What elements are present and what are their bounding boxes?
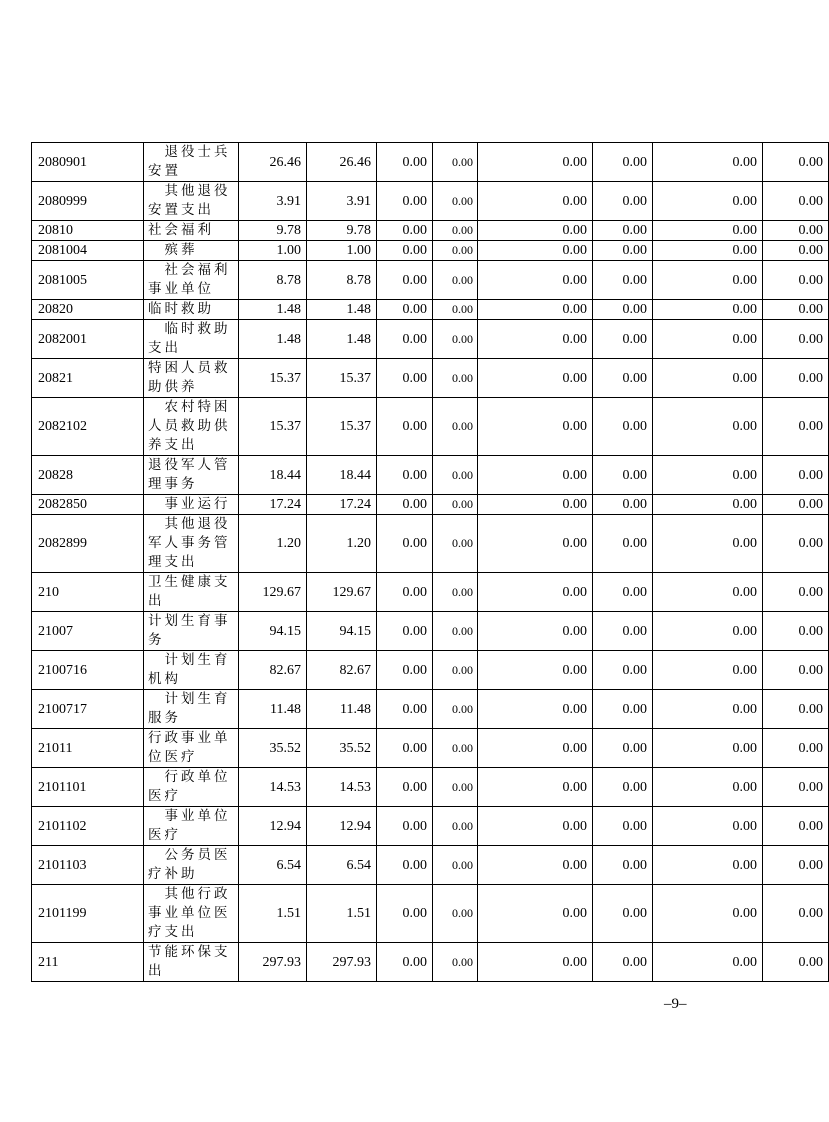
- row-value: 1.48: [239, 320, 307, 359]
- row-value: 15.37: [239, 398, 307, 456]
- row-value: 0.00: [377, 143, 433, 182]
- row-value: 0.00: [763, 359, 829, 398]
- row-value: 0.00: [478, 690, 593, 729]
- row-value: 18.44: [307, 456, 377, 495]
- row-value: 14.53: [307, 768, 377, 807]
- row-value: 0.00: [763, 690, 829, 729]
- row-value: 0.00: [433, 651, 478, 690]
- row-value: 0.00: [763, 182, 829, 221]
- row-value: 0.00: [377, 182, 433, 221]
- row-name: 计划生育机构: [144, 651, 239, 690]
- table-row: [32, 846, 829, 885]
- row-value: 0.00: [593, 241, 653, 261]
- row-value: 0.00: [593, 359, 653, 398]
- row-code: 2101101: [32, 768, 144, 807]
- table-row: [32, 515, 829, 573]
- table-row: [32, 495, 829, 515]
- row-value: 1.48: [307, 320, 377, 359]
- table-row: [32, 573, 829, 612]
- row-value: 0.00: [653, 221, 763, 241]
- row-name: 社会福利: [144, 221, 239, 241]
- row-value: 0.00: [433, 943, 478, 982]
- row-value: 0.00: [593, 612, 653, 651]
- row-value: 0.00: [478, 846, 593, 885]
- row-value: 0.00: [377, 846, 433, 885]
- row-value: 0.00: [763, 221, 829, 241]
- row-value: 0.00: [763, 573, 829, 612]
- row-value: 1.51: [307, 885, 377, 943]
- row-value: 14.53: [239, 768, 307, 807]
- row-code: 2082899: [32, 515, 144, 573]
- row-value: 0.00: [593, 729, 653, 768]
- row-code: 2082102: [32, 398, 144, 456]
- row-value: 1.00: [307, 241, 377, 261]
- row-value: 0.00: [763, 261, 829, 300]
- row-value: 0.00: [653, 143, 763, 182]
- row-code: 2081004: [32, 241, 144, 261]
- row-value: 0.00: [593, 398, 653, 456]
- table-row: [32, 398, 829, 456]
- row-value: 0.00: [478, 456, 593, 495]
- row-value: 0.00: [593, 182, 653, 221]
- row-code: 2082001: [32, 320, 144, 359]
- row-value: 15.37: [239, 359, 307, 398]
- row-code: 2101199: [32, 885, 144, 943]
- row-value: 0.00: [593, 943, 653, 982]
- row-value: 0.00: [653, 456, 763, 495]
- row-value: 0.00: [433, 729, 478, 768]
- row-value: 0.00: [433, 846, 478, 885]
- row-value: 11.48: [239, 690, 307, 729]
- row-value: 0.00: [377, 885, 433, 943]
- table-row: [32, 241, 829, 261]
- row-value: 0.00: [478, 143, 593, 182]
- row-name: 事业运行: [144, 495, 239, 515]
- row-value: 0.00: [653, 846, 763, 885]
- row-value: 0.00: [433, 768, 478, 807]
- row-value: 0.00: [593, 261, 653, 300]
- row-value: 9.78: [307, 221, 377, 241]
- row-name: 计划生育服务: [144, 690, 239, 729]
- row-value: 0.00: [377, 573, 433, 612]
- row-value: 0.00: [433, 456, 478, 495]
- row-value: 0.00: [433, 261, 478, 300]
- row-name: 其他行政事业单位医疗支出: [144, 885, 239, 943]
- row-value: 0.00: [377, 456, 433, 495]
- table-row: [32, 143, 829, 182]
- row-value: 0.00: [763, 846, 829, 885]
- row-value: 0.00: [763, 241, 829, 261]
- row-value: 0.00: [478, 300, 593, 320]
- row-value: 35.52: [307, 729, 377, 768]
- row-value: 0.00: [653, 320, 763, 359]
- row-code: 210: [32, 573, 144, 612]
- row-name: 事业单位医疗: [144, 807, 239, 846]
- row-value: 0.00: [653, 515, 763, 573]
- row-name: 计划生育事务: [144, 612, 239, 651]
- row-name: 临时救助支出: [144, 320, 239, 359]
- row-value: 0.00: [593, 846, 653, 885]
- table-row: [32, 221, 829, 241]
- row-name: 节能环保支出: [144, 943, 239, 982]
- row-value: 0.00: [763, 398, 829, 456]
- row-code: 21011: [32, 729, 144, 768]
- row-value: 0.00: [377, 261, 433, 300]
- row-value: 11.48: [307, 690, 377, 729]
- row-value: 0.00: [653, 398, 763, 456]
- table-row: [32, 885, 829, 943]
- row-value: 0.00: [478, 612, 593, 651]
- row-value: 0.00: [377, 398, 433, 456]
- row-value: 0.00: [593, 456, 653, 495]
- row-name: 退役士兵安置: [144, 143, 239, 182]
- row-value: 94.15: [239, 612, 307, 651]
- row-value: 0.00: [763, 943, 829, 982]
- row-value: 6.54: [307, 846, 377, 885]
- row-value: 0.00: [478, 320, 593, 359]
- row-value: 1.00: [239, 241, 307, 261]
- row-value: 0.00: [377, 495, 433, 515]
- row-value: 12.94: [307, 807, 377, 846]
- row-value: 0.00: [377, 241, 433, 261]
- row-value: 0.00: [377, 515, 433, 573]
- row-value: 0.00: [433, 182, 478, 221]
- row-value: 0.00: [763, 807, 829, 846]
- row-value: 0.00: [593, 768, 653, 807]
- row-name: 行政单位医疗: [144, 768, 239, 807]
- row-value: 82.67: [239, 651, 307, 690]
- row-value: 129.67: [307, 573, 377, 612]
- row-value: 0.00: [763, 515, 829, 573]
- row-value: 0.00: [763, 495, 829, 515]
- row-value: 26.46: [239, 143, 307, 182]
- table-row: [32, 320, 829, 359]
- row-value: 0.00: [763, 612, 829, 651]
- table-row: [32, 651, 829, 690]
- row-value: 17.24: [239, 495, 307, 515]
- row-value: 0.00: [653, 573, 763, 612]
- row-value: 297.93: [307, 943, 377, 982]
- row-value: 0.00: [653, 729, 763, 768]
- row-value: 0.00: [653, 690, 763, 729]
- row-value: 0.00: [377, 300, 433, 320]
- row-value: 0.00: [377, 651, 433, 690]
- row-code: 211: [32, 943, 144, 982]
- row-value: 0.00: [377, 729, 433, 768]
- row-value: 1.20: [239, 515, 307, 573]
- row-code: 2080901: [32, 143, 144, 182]
- row-value: 0.00: [653, 651, 763, 690]
- table-row: [32, 359, 829, 398]
- row-value: 0.00: [593, 495, 653, 515]
- row-code: 2082850: [32, 495, 144, 515]
- row-value: 0.00: [478, 943, 593, 982]
- row-value: 1.48: [239, 300, 307, 320]
- row-value: 0.00: [478, 807, 593, 846]
- row-value: 1.51: [239, 885, 307, 943]
- row-value: 0.00: [763, 456, 829, 495]
- row-name: 其他退役安置支出: [144, 182, 239, 221]
- row-value: 9.78: [239, 221, 307, 241]
- row-value: 0.00: [478, 241, 593, 261]
- row-value: 3.91: [307, 182, 377, 221]
- page-number: –9–: [664, 996, 687, 1012]
- row-name: 特困人员救助供养: [144, 359, 239, 398]
- row-value: 35.52: [239, 729, 307, 768]
- row-value: 0.00: [763, 729, 829, 768]
- row-value: 82.67: [307, 651, 377, 690]
- table-row: [32, 261, 829, 300]
- row-value: 0.00: [433, 495, 478, 515]
- row-value: 12.94: [239, 807, 307, 846]
- row-value: 0.00: [763, 300, 829, 320]
- table-row: [32, 456, 829, 495]
- row-name: 农村特困人员救助供养支出: [144, 398, 239, 456]
- row-value: 15.37: [307, 359, 377, 398]
- row-value: 297.93: [239, 943, 307, 982]
- table-row: [32, 807, 829, 846]
- row-value: 0.00: [433, 573, 478, 612]
- row-value: 0.00: [377, 768, 433, 807]
- row-value: 0.00: [433, 398, 478, 456]
- row-value: 0.00: [653, 300, 763, 320]
- row-value: 15.37: [307, 398, 377, 456]
- row-code: 20820: [32, 300, 144, 320]
- row-value: 94.15: [307, 612, 377, 651]
- row-value: 0.00: [593, 300, 653, 320]
- row-value: 0.00: [593, 885, 653, 943]
- row-code: 20828: [32, 456, 144, 495]
- row-value: 0.00: [653, 943, 763, 982]
- row-value: 0.00: [593, 651, 653, 690]
- row-value: 0.00: [377, 943, 433, 982]
- row-value: 0.00: [377, 807, 433, 846]
- budget-table: [31, 142, 829, 982]
- table-row: [32, 729, 829, 768]
- row-value: 0.00: [478, 885, 593, 943]
- row-value: 0.00: [478, 495, 593, 515]
- row-value: 0.00: [653, 612, 763, 651]
- row-name: 殡葬: [144, 241, 239, 261]
- row-value: 17.24: [307, 495, 377, 515]
- row-value: 8.78: [239, 261, 307, 300]
- row-code: 20810: [32, 221, 144, 241]
- row-code: 2100717: [32, 690, 144, 729]
- row-value: 0.00: [653, 885, 763, 943]
- row-name: 卫生健康支出: [144, 573, 239, 612]
- row-name: 退役军人管理事务: [144, 456, 239, 495]
- row-value: 0.00: [653, 495, 763, 515]
- row-value: 0.00: [593, 143, 653, 182]
- row-value: 0.00: [478, 261, 593, 300]
- row-value: 0.00: [653, 807, 763, 846]
- row-code: 2080999: [32, 182, 144, 221]
- row-code: 2100716: [32, 651, 144, 690]
- row-name: 其他退役军人事务管理支出: [144, 515, 239, 573]
- row-code: 2081005: [32, 261, 144, 300]
- row-code: 20821: [32, 359, 144, 398]
- row-value: 0.00: [478, 398, 593, 456]
- row-value: 0.00: [478, 515, 593, 573]
- row-value: 0.00: [763, 885, 829, 943]
- row-value: 0.00: [433, 300, 478, 320]
- row-value: 0.00: [653, 768, 763, 807]
- row-code: 2101102: [32, 807, 144, 846]
- row-value: 1.48: [307, 300, 377, 320]
- row-value: 0.00: [593, 515, 653, 573]
- row-value: 0.00: [593, 221, 653, 241]
- table-row: [32, 768, 829, 807]
- row-value: 0.00: [653, 359, 763, 398]
- row-value: 0.00: [377, 359, 433, 398]
- table-row: [32, 612, 829, 651]
- row-value: 0.00: [478, 768, 593, 807]
- row-value: 0.00: [653, 182, 763, 221]
- row-name: 临时救助: [144, 300, 239, 320]
- row-value: 0.00: [593, 807, 653, 846]
- row-value: 0.00: [433, 359, 478, 398]
- row-value: 0.00: [478, 573, 593, 612]
- row-name: 行政事业单位医疗: [144, 729, 239, 768]
- table-row: [32, 300, 829, 320]
- row-value: 0.00: [763, 320, 829, 359]
- row-value: 0.00: [478, 651, 593, 690]
- row-value: 0.00: [433, 807, 478, 846]
- row-value: 0.00: [377, 221, 433, 241]
- row-value: 129.67: [239, 573, 307, 612]
- row-value: 0.00: [433, 690, 478, 729]
- row-value: 0.00: [593, 573, 653, 612]
- row-value: 0.00: [478, 182, 593, 221]
- table-row: [32, 943, 829, 982]
- row-value: 0.00: [433, 885, 478, 943]
- row-code: 2101103: [32, 846, 144, 885]
- row-value: 0.00: [433, 143, 478, 182]
- row-value: 0.00: [433, 612, 478, 651]
- row-value: 6.54: [239, 846, 307, 885]
- row-value: 8.78: [307, 261, 377, 300]
- row-value: 0.00: [478, 729, 593, 768]
- row-value: 18.44: [239, 456, 307, 495]
- row-value: 0.00: [653, 241, 763, 261]
- row-value: 3.91: [239, 182, 307, 221]
- row-value: 0.00: [377, 612, 433, 651]
- row-code: 21007: [32, 612, 144, 651]
- table-row: [32, 690, 829, 729]
- row-value: 0.00: [653, 261, 763, 300]
- row-value: 1.20: [307, 515, 377, 573]
- row-value: 0.00: [377, 320, 433, 359]
- row-value: 0.00: [433, 241, 478, 261]
- row-value: 0.00: [377, 690, 433, 729]
- row-value: 0.00: [433, 221, 478, 241]
- table-row: [32, 182, 829, 221]
- row-value: 26.46: [307, 143, 377, 182]
- row-value: 0.00: [478, 359, 593, 398]
- row-value: 0.00: [763, 651, 829, 690]
- row-name: 公务员医疗补助: [144, 846, 239, 885]
- row-value: 0.00: [763, 143, 829, 182]
- row-value: 0.00: [478, 221, 593, 241]
- row-name: 社会福利事业单位: [144, 261, 239, 300]
- row-value: 0.00: [763, 768, 829, 807]
- row-value: 0.00: [433, 320, 478, 359]
- row-value: 0.00: [433, 515, 478, 573]
- row-value: 0.00: [593, 320, 653, 359]
- row-value: 0.00: [593, 690, 653, 729]
